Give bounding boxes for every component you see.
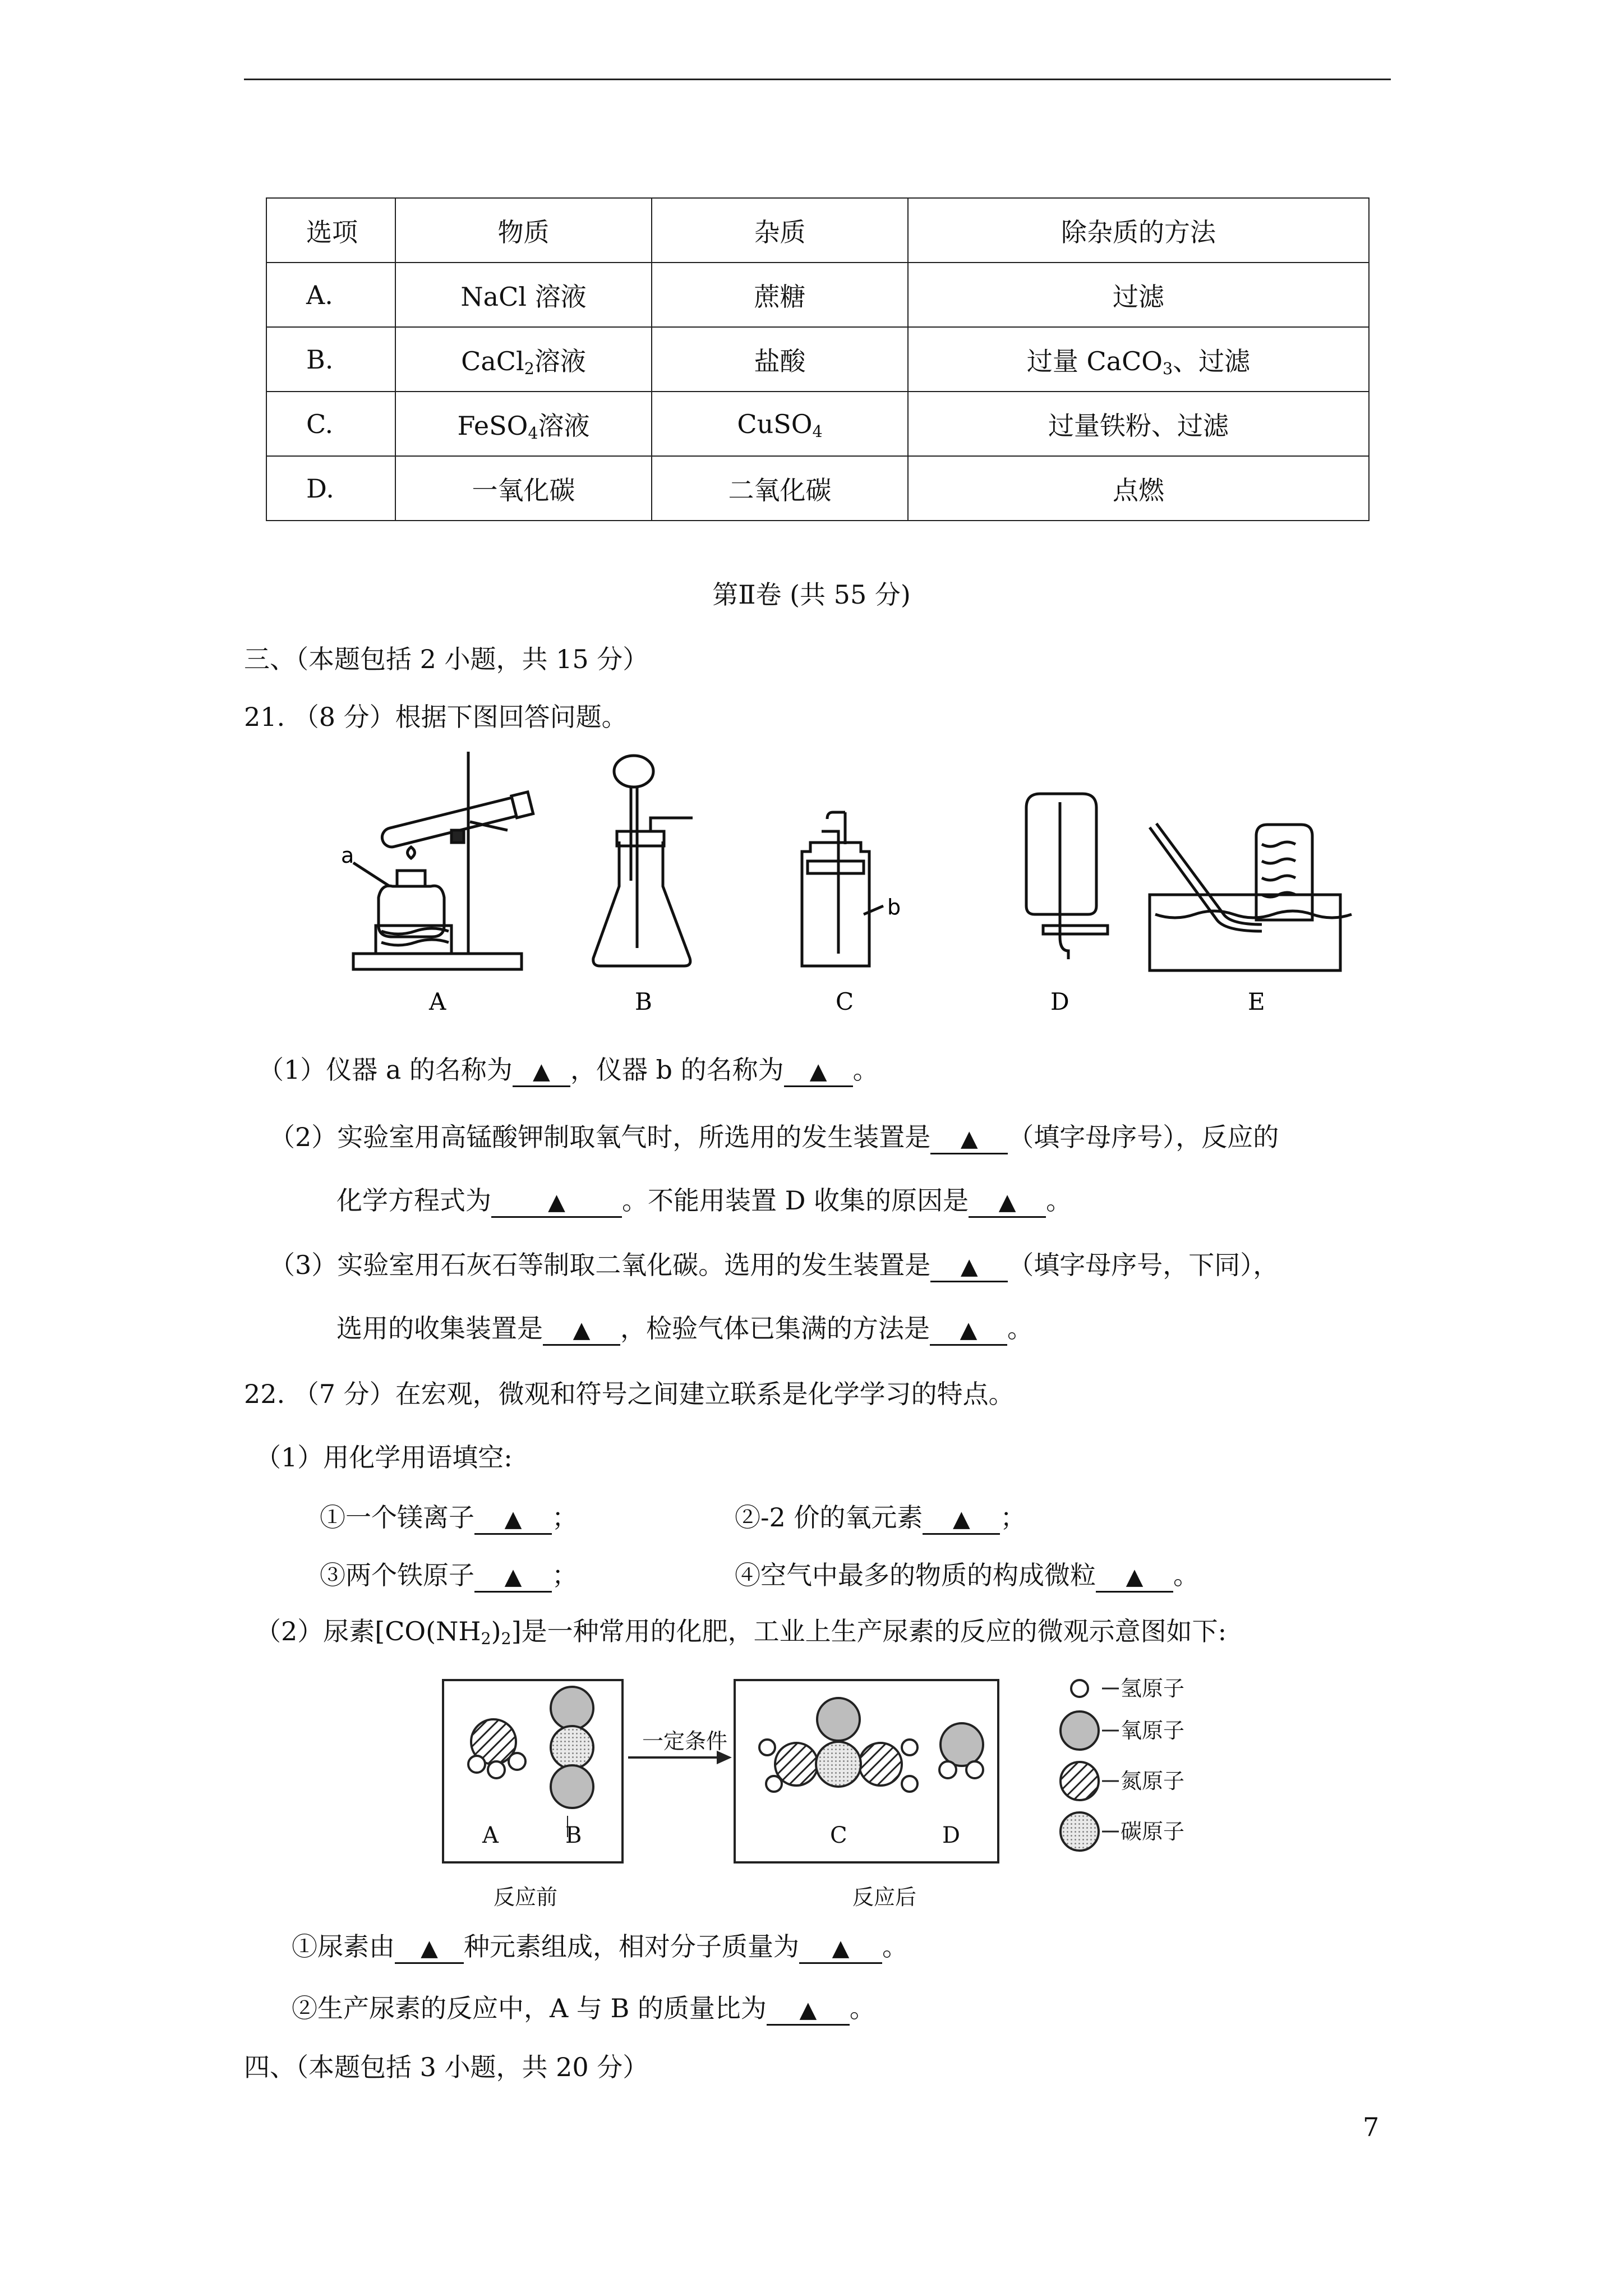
label-B: B <box>635 988 652 1015</box>
impurity-cell: 二氧化碳 <box>652 456 908 521</box>
label-b: b <box>887 895 901 919</box>
impurity-cell: CuSO$_4$ <box>652 392 908 456</box>
table-row <box>266 392 1369 456</box>
legend-carbon: 碳原子 <box>1121 1819 1185 1844</box>
q22-item4: ④空气中最多的物质的构成微粒 ▲ 。 <box>735 1558 1199 1593</box>
arrow-label: 一定条件 <box>642 1729 728 1754</box>
carbon-legend-icon <box>1061 1812 1099 1851</box>
answer-blank[interactable]: ▲ <box>930 1314 1007 1346</box>
stand-base <box>353 954 522 969</box>
q22-sub-a: ①尿素由 ▲ 种元素组成，相对分子质量为 ▲ 。 <box>292 1930 908 1964</box>
molecule-A-label: A <box>482 1823 499 1848</box>
table-row <box>266 327 1369 392</box>
legend-oxygen: 氧原子 <box>1121 1718 1185 1743</box>
nitrogen-legend-icon <box>1061 1762 1099 1800</box>
legend-hydrogen: 氢原子 <box>1121 1676 1185 1701</box>
part-title: 四、（本题包括 3 小题，共 20 分） <box>244 2052 649 2082</box>
reaction-diagram <box>437 1669 1290 1916</box>
impurity-table <box>266 197 1370 521</box>
method-cell: 点燃 <box>908 456 1369 521</box>
header-cell: 除杂质的方法 <box>908 198 1369 263</box>
q21-part3-cont: 选用的收集装置是 ▲ ，检验气体已集满的方法是 ▲ 。 <box>336 1312 1033 1346</box>
header-cell: 杂质 <box>652 198 908 263</box>
substance-cell: FeSO$_4$溶液 <box>395 392 652 456</box>
option-cell: A. <box>266 263 395 327</box>
label-A: A <box>429 988 446 1015</box>
oxygen-atom <box>551 1765 593 1808</box>
label-C: C <box>836 988 854 1015</box>
table-header-row <box>266 198 1369 263</box>
method-cell: 过量铁粉、过滤 <box>908 392 1369 456</box>
after-label: 反应后 <box>852 1885 917 1910</box>
option-cell: C. <box>266 392 395 456</box>
option-cell: D. <box>266 456 395 521</box>
question-stem: 22. （7 分）在宏观，微观和符号之间建立联系是化学学习的特点。 <box>244 1379 1015 1409</box>
answer-blank[interactable]: ▲ <box>543 1314 620 1346</box>
table-row <box>266 456 1369 521</box>
answer-blank[interactable]: ▲ <box>767 1994 850 2026</box>
before-label: 反应前 <box>494 1885 558 1910</box>
header-cell: 选项 <box>266 198 395 263</box>
carbon-atom <box>551 1726 593 1769</box>
molecule-C-label: C <box>830 1823 847 1848</box>
answer-blank[interactable]: ▲ <box>784 1056 853 1087</box>
answer-blank[interactable]: ▲ <box>923 1503 1000 1535</box>
table-row <box>266 263 1369 327</box>
header-rule <box>244 79 1391 80</box>
substance-cell: CaCl$_2$溶液 <box>395 327 652 392</box>
answer-blank[interactable]: ▲ <box>395 1932 464 1964</box>
oxygen-legend-icon <box>1061 1711 1099 1750</box>
q21-part2-cont: 化学方程式为 ▲ 。不能用装置 D 收集的原因是 ▲ 。 <box>336 1184 1072 1218</box>
legend-nitrogen: 氮原子 <box>1121 1769 1185 1793</box>
option-cell: B. <box>266 327 395 392</box>
q22-item1: ①一个镁离子 ▲ ； <box>320 1501 578 1535</box>
q22-part1: （1）用化学用语填空: <box>255 1442 513 1473</box>
method-cell: 过量 CaCO$_3$、过滤 <box>908 327 1369 392</box>
substance-cell: NaCl 溶液 <box>395 263 652 327</box>
impurity-cell: 蔗糖 <box>652 263 908 327</box>
answer-blank[interactable]: ▲ <box>474 1503 552 1535</box>
answer-blank[interactable]: ▲ <box>930 1251 1008 1282</box>
section-title: 第Ⅱ卷 (共 55 分) <box>712 579 911 610</box>
part-title: 三、（本题包括 2 小题，共 15 分） <box>244 644 649 674</box>
apparatus-figure <box>314 746 1391 1027</box>
oxygen-atom <box>551 1687 593 1729</box>
q22-sub-b: ②生产尿素的反应中，A 与 B 的质量比为 ▲ 。 <box>292 1991 875 2026</box>
answer-blank[interactable]: ▲ <box>474 1561 552 1593</box>
q22-item2: ②-2 价的氧元素 ▲ ； <box>735 1501 1026 1535</box>
question-stem: 21. （8 分）根据下图回答问题。 <box>244 702 628 732</box>
label-E: E <box>1248 988 1265 1015</box>
answer-blank[interactable]: ▲ <box>491 1186 622 1218</box>
q21-part2: （2）实验室用高锰酸钾制取氧气时，所选用的发生装置是 ▲ （填字母序号），反应的 <box>269 1120 1279 1154</box>
molecule-D-label: D <box>942 1823 961 1848</box>
hydrogen-legend-icon <box>1071 1680 1088 1697</box>
page-number: 7 <box>1363 2112 1380 2142</box>
label-a: a <box>341 843 354 868</box>
q22-part2: （2）尿素$[CO(NH_2)_2]$是一种常用的化肥，工业上生产尿素的反应的微观示意图如下: <box>255 1616 1227 1649</box>
label-D: D <box>1050 988 1069 1015</box>
impurity-cell: 盐酸 <box>652 327 908 392</box>
answer-blank[interactable]: ▲ <box>930 1123 1008 1154</box>
before-box <box>443 1680 623 1862</box>
answer-blank[interactable]: ▲ <box>799 1932 882 1964</box>
substance-cell: 一氧化碳 <box>395 456 652 521</box>
q22-item3: ③两个铁原子 ▲ ； <box>320 1558 578 1593</box>
answer-blank[interactable]: ▲ <box>969 1186 1046 1218</box>
header-cell: 物质 <box>395 198 652 263</box>
q21-part1: （1）仪器 a 的名称为 ▲ ，仪器 b 的名称为 ▲ 。 <box>258 1053 879 1087</box>
answer-blank[interactable]: ▲ <box>513 1056 570 1087</box>
molecule-B-label: B <box>565 1823 582 1848</box>
q21-part3: （3）实验室用石灰石等制取二氧化碳。选用的发生装置是 ▲ （填字母序号，下同）， <box>269 1248 1279 1282</box>
answer-blank[interactable]: ▲ <box>1096 1561 1173 1593</box>
method-cell: 过滤 <box>908 263 1369 327</box>
